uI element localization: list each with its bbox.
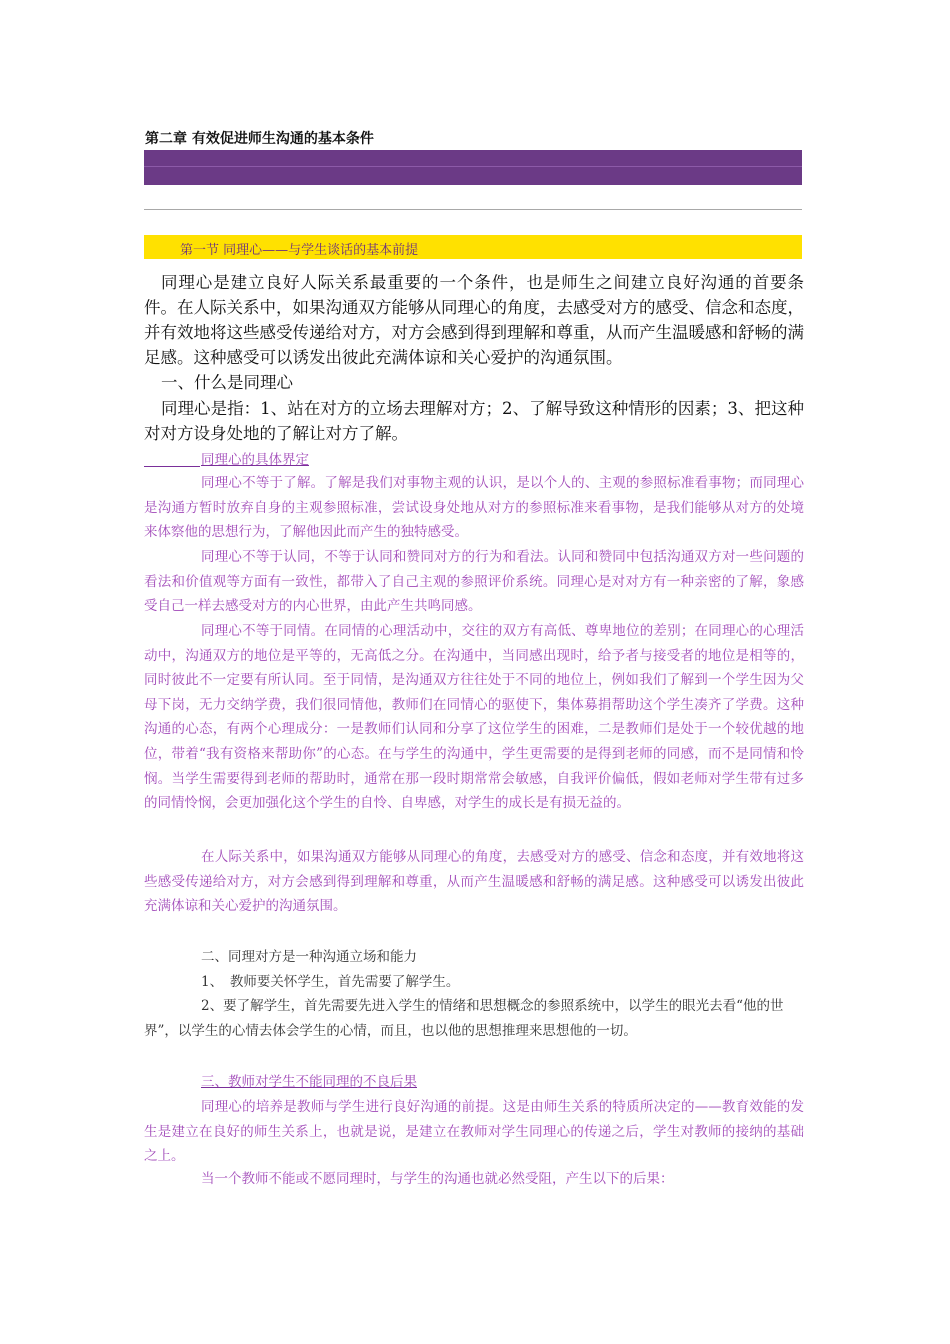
definition-paragraph-1: 同理心不等于了解。了解是我们对事物主观的认识，是以个人的、主观的参照标准看事物；而同理心是沟通方暂时放弃自身的主观参照标准，尝试设身处地从对方的参照标准来看事物，是我们能够从对方的处境来体察他的思想行为，了解他因此而产生的独特感受。 bbox=[144, 475, 804, 541]
section3-heading-link[interactable]: 三、教师对学生不能同理的不良后果 bbox=[201, 1074, 417, 1090]
definition-paragraph-2: 同理心不等于认同，不等于认同和赞同对方的行为和看法。认同和赞同中包括沟通双方对一些问题的看法和价值观等方面有一致性，都带入了自己主观的参照评价系统。同理心是对对方有一种亲密的了解，象感受自己一样去感受对方的内心世界，由此产生共鸣同感。 bbox=[144, 549, 804, 615]
definition-paragraph-4: 在人际关系中，如果沟通双方能够从同理心的角度，去感受对方的感受、信念和态度，并有效地将这些感受传递给对方，对方会感到得到理解和尊重，从而产生温暖感和舒畅的满足感。这种感受可以诱发出彼此充满体谅和关心爱护的沟通氛围。 bbox=[144, 849, 804, 915]
horizontal-rule bbox=[144, 209, 802, 210]
section2-item-1: 1、 教师要关怀学生，首先需要了解学生。 bbox=[201, 974, 460, 990]
definition-paragraph: 同理心是指：1、站在对方的立场去理解对方；2、了解导致这种情形的因素；3、把这种对对方设身处地的了解让对方了解。 bbox=[144, 399, 804, 443]
heading-what-is-empathy: 一、什么是同理心 bbox=[161, 373, 293, 392]
section2-item-2: 2、要了解学生，首先需要先进入学生的情绪和思想概念的参照系统中，以学生的眼光去看“他的世界”，以学生的心情去体会学生的心情，而且，也以他的思想推理来思想他的一切。 bbox=[144, 998, 784, 1039]
chapter-title: 第二章 有效促进师生沟通的基本条件 bbox=[145, 131, 374, 147]
definition-link[interactable]: 同理心的具体界定 bbox=[201, 452, 309, 468]
chapter-band-top bbox=[144, 150, 802, 166]
definition-paragraph-3: 同理心不等于同情。在同情的心理活动中，交往的双方有高低、尊卑地位的差别；在同理心的心理活动中，沟通双方的地位是平等的，无高低之分。在沟通中，当同感出现时，给予者与接受者的地位是相等的，同时彼此不一定要有所认同。至于同情，是沟通双方往往处于不同的地位上，例如我们了解到一个学生因为父母下岗，无力交纳学费，我们很同情他，教师们在同情心的驱使下，集体募捐帮助这个学生凑齐了学费。这种沟通的心态，有两个心理成分：一是教师们认同和分享了这位学生的困难，二是教师们是处于一个较优越的地位，带着“我有资格来帮助你”的心态。在与学生的沟通中，学生更需要的是得到老师的同感，而不是同情和怜悯。当学生需要得到老师的帮助时，通常在那一段时期常常会敏感，自我评价偏低，假如老师对学生带有过多的同情怜悯，会更加强化这个学生的自怜、自卑感，对学生的成长是有损无益的。 bbox=[144, 623, 804, 812]
chapter-band-bottom bbox=[144, 166, 802, 185]
section2-heading: 二、同理对方是一种沟通立场和能力 bbox=[201, 949, 417, 965]
section-title: 第一节 同理心——与学生谈话的基本前提 bbox=[180, 243, 419, 258]
link-underline-lead bbox=[144, 466, 200, 467]
section3-paragraph-2: 当一个教师不能或不愿同理时，与学生的沟通也就必然受阻，产生以下的后果： bbox=[201, 1171, 674, 1187]
intro-paragraph: 同理心是建立良好人际关系最重要的一个条件，也是师生之间建立良好沟通的首要条件。在人际关系中，如果沟通双方能够从同理心的角度，去感受对方的感受、信念和态度，并有效地将这些感受传递给对方，对方会感到得到理解和尊重，从而产生温暖感和舒畅的满足感。这种感受可以诱发出彼此充满体谅和关心爱护的沟通氛围。 bbox=[144, 273, 804, 367]
section3-paragraph-1: 同理心的培养是教师与学生进行良好沟通的前提。这是由师生关系的特质所决定的——教育效能的发生是建立在良好的师生关系上，也就是说，是建立在教师对学生同理心的传递之后，学生对教师的接纳的基础之上。 bbox=[144, 1099, 804, 1165]
